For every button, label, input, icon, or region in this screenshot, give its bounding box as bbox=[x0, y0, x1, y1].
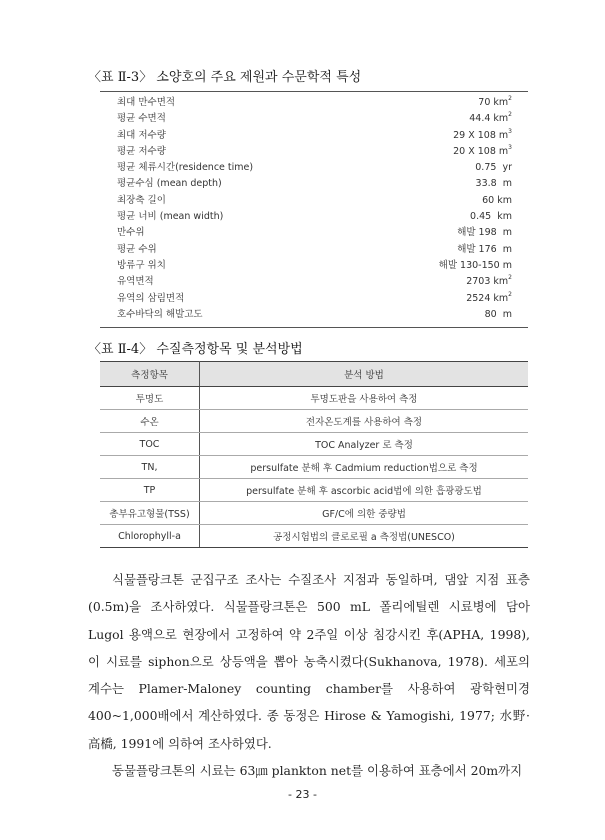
row-label: 최대 저수량 bbox=[117, 129, 166, 141]
table-row bbox=[100, 387, 528, 410]
row-value: 해발 198 m bbox=[457, 227, 512, 239]
row-label: 만수위 bbox=[117, 227, 145, 239]
table-4-title: 〈표 Ⅱ-4〉 수질측정항목 및 분석방법 bbox=[88, 342, 303, 357]
table-row bbox=[100, 258, 528, 274]
row-label: 최장축 길이 bbox=[117, 194, 166, 206]
method-cell: TOC Analyzer 로 측정 bbox=[200, 433, 529, 456]
table-row bbox=[100, 242, 528, 258]
table-row bbox=[100, 95, 528, 111]
row-value: 해발 130-150 m bbox=[438, 259, 512, 271]
item-cell: 수온 bbox=[100, 410, 200, 433]
row-value: 2524 $km^2$ bbox=[466, 290, 512, 304]
row-value: 0.75 yr bbox=[475, 162, 512, 174]
table-row bbox=[100, 209, 528, 225]
table-3-title: 〈표 Ⅱ-3〉 소양호의 주요 제원과 수문학적 특성 bbox=[88, 70, 362, 85]
row-value: 29 X 108 $m^3$ bbox=[453, 127, 512, 141]
table-row bbox=[100, 128, 528, 144]
item-cell: 총부유고형물(TSS) bbox=[100, 502, 200, 525]
row-label: 평균 수위 bbox=[117, 243, 157, 255]
table-row bbox=[100, 479, 528, 502]
table-row bbox=[100, 176, 528, 192]
row-value: 0.45 km bbox=[470, 211, 512, 223]
row-label: 유역면적 bbox=[117, 276, 154, 288]
item-cell: TOC bbox=[100, 433, 200, 456]
row-label: 평균 너비 (mean width) bbox=[117, 211, 224, 223]
table-row bbox=[100, 502, 528, 525]
column-header-method: 분석 방법 bbox=[200, 362, 529, 387]
row-value: 20 X 108 $m^3$ bbox=[453, 143, 512, 157]
table-row bbox=[100, 111, 528, 127]
table-row bbox=[100, 144, 528, 160]
row-value: 60 km bbox=[482, 194, 512, 206]
row-value: 33.8 m bbox=[475, 178, 512, 190]
table-row bbox=[100, 225, 528, 241]
table-row bbox=[100, 291, 528, 307]
table-row bbox=[100, 410, 528, 433]
row-label: 평균 저수량 bbox=[117, 145, 166, 157]
row-label: 방류구 위치 bbox=[117, 259, 166, 271]
method-cell: GF/C에 의한 중량법 bbox=[200, 502, 529, 525]
table-row bbox=[100, 456, 528, 479]
table-row bbox=[100, 307, 528, 323]
method-cell: 전자온도계를 사용하여 측정 bbox=[200, 410, 529, 433]
table-row bbox=[100, 274, 528, 290]
row-label: 최대 만수면적 bbox=[117, 97, 176, 108]
row-label: 유역의 삼림면적 bbox=[117, 292, 185, 304]
table-row bbox=[100, 433, 528, 456]
row-value: 2703 $km^2$ bbox=[466, 274, 512, 288]
item-cell: TN, bbox=[100, 456, 200, 479]
item-cell: Chlorophyll-a bbox=[100, 525, 200, 548]
row-label: 평균 수면적 bbox=[117, 113, 166, 125]
method-cell: persulfate 분해 후 ascorbic acid법에 의한 흡광광도법 bbox=[200, 479, 529, 502]
method-cell: 공정시험법의 클로로필 a 측정법(UNESCO) bbox=[200, 525, 529, 548]
row-value: 해발 176 m bbox=[457, 243, 512, 255]
row-label: 호수바닥의 해발고도 bbox=[117, 308, 203, 320]
water-quality-methods-table bbox=[100, 361, 528, 548]
row-value: 70 $km^2$ bbox=[478, 95, 512, 108]
body-paragraph-2: 동물플랑크톤의 시료는 63㎛ plankton net를 이용하여 표층에서 20m까지 bbox=[112, 763, 523, 778]
method-cell: 투명도판을 사용하여 측정 bbox=[200, 387, 529, 410]
row-label: 평균 체류시간(residence time) bbox=[117, 162, 254, 174]
table-row bbox=[100, 525, 528, 548]
row-value: 44.4 $km^2$ bbox=[469, 111, 512, 125]
table-row bbox=[100, 160, 528, 176]
row-label: 평균수심 (mean depth) bbox=[117, 178, 222, 190]
reservoir-characteristics-table bbox=[100, 91, 528, 328]
column-header-item: 측정항목 bbox=[100, 362, 200, 387]
method-cell: persulfate 분해 후 Cadmium reduction법으로 측정 bbox=[200, 456, 529, 479]
item-cell: 투명도 bbox=[100, 387, 200, 410]
row-value: 80 m bbox=[484, 308, 512, 320]
table-row bbox=[100, 193, 528, 209]
page-number: - 23 - bbox=[288, 788, 317, 801]
body-paragraph-1: 식물플랑크톤 군집구조 조사는 수질조사 지점과 동일하며, 댐앞 지점 표층(0.5m)을 조사하였다. 식물플랑크톤은 500 mL 폴리에틸렌 시료병에 담아 Lugol 용액으로 현장에서 고정하여 약 2주일 이상 침강시킨 후(APHA, 1998), 이 시료를 siphon으로 상등액을 뽑아 농축시켰다(Sukhanova, 1978). 세포의 계수는 Plamer-Maloney counting chamber를 사용하여 광학현미경 400~1,000배에서 계산하였다. 종 동정은 Hirose & Yamogishi, 1977; 水野·高橋, 1991에 의하여 조사하였다. bbox=[88, 572, 530, 751]
item-cell: TP bbox=[100, 479, 200, 502]
